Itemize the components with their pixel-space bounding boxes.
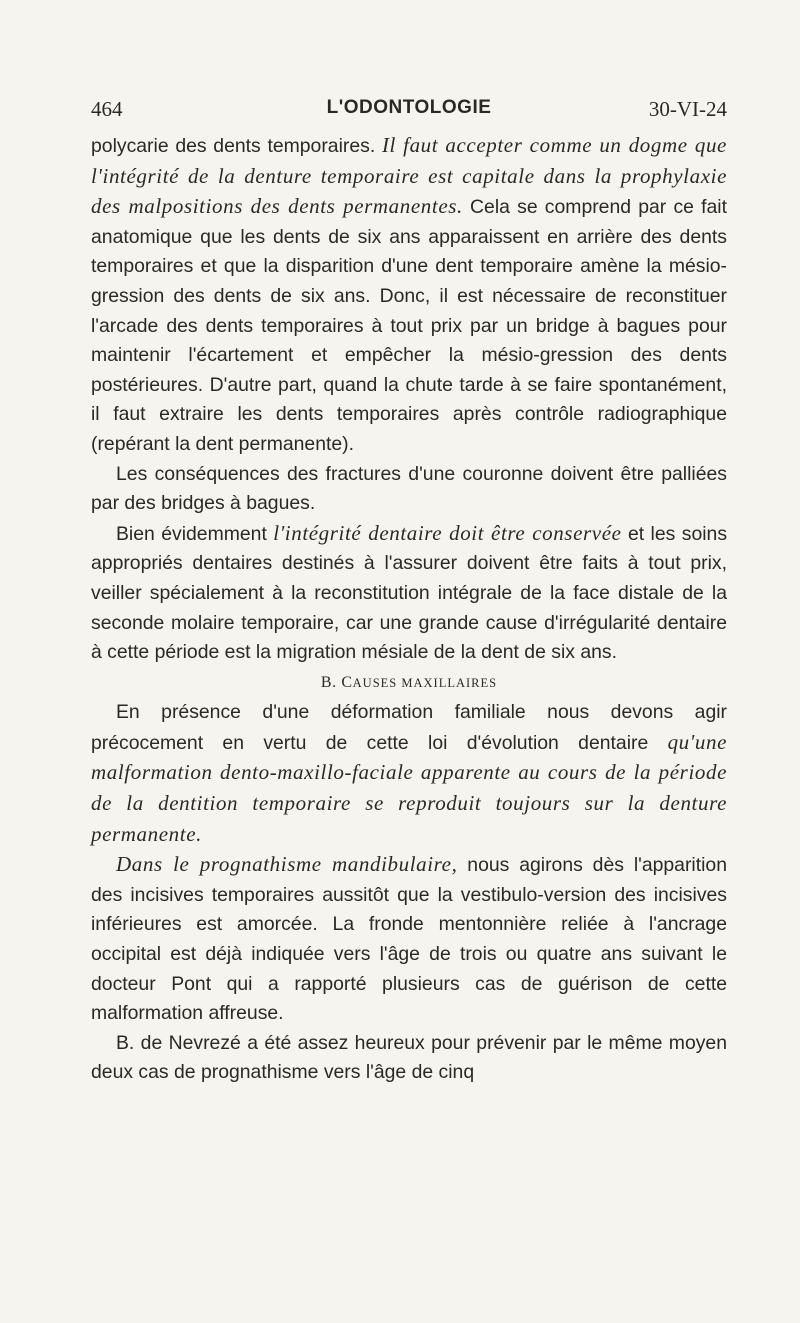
- journal-title: L'ODONTOLOGIE: [326, 97, 492, 118]
- issue-date: 30-VI-24: [648, 97, 727, 121]
- paragraph: Les conséquences des fractures d'une couronne doivent être palliées par des bridges à bagues.: [91, 462, 727, 515]
- section-subheading: B. CAUSES MAXILLAIRES: [320, 673, 498, 691]
- italic-emphasis: l'intégrité dentaire doit être conservée: [273, 520, 622, 545]
- page-number: 464: [91, 97, 123, 121]
- body-text: [91, 131, 727, 1088]
- running-header: [91, 97, 727, 127]
- paragraph: Dans le prognathisme mandibulaire, nous agirons dès l'apparition des incisives temporaires aussitôt que la vestibulo-version des incisives inférieures est amorcée. La fronde mentonnière reliée à l'ancrage occipital est déjà indiquée vers l'âge de trois ou quatre ans suivant le docteur Pont qui a rapporté plusieurs cas de guérison de cette malformation affreuse.: [91, 852, 727, 1025]
- paragraph: En présence d'une déformation familiale nous devons agir précocement en vertu de cette loi d'évolution dentaire qu'une malformation dento-maxillo-faciale apparente au cours de la période de la dentition temporaire se reproduit toujours sur la denture permanente.: [91, 701, 727, 846]
- paragraph: polycarie des dents temporaires. Il faut accepter comme un dogme que l'intégrité de la denture temporaire est capitale dans la prophylaxie des malpositions des dents permanentes. Cela se comprend par ce fait anatomique que les dents de six ans apparaissent en arrière des dents temporaires et que la disparition d'une dent temporaire amène la mésio-gression des dents de six ans. Donc, il est nécessaire de reconstituer l'arcade des dents temporaires à tout prix par un bridge à bagues pour maintenir l'écartement et empêcher la mésio-gression des dents postérieures. D'autre part, quand la chute tarde à se faire spontanément, il faut extraire les dents temporaires après contrôle radiographique (repérant la dent permanente).: [91, 133, 727, 455]
- italic-emphasis: Il faut accepter comme un dogme que l'intégrité de la denture temporaire est capitale dans la prophylaxie des malpositions des dents permanentes.: [91, 133, 727, 219]
- paragraph: Bien évidemment l'intégrité dentaire doit être conservée et les soins appropriés dentaires destinés à l'assurer doivent être faits à tout prix, veiller spécialement à la reconstitution intégrale de la face distale de la seconde molaire temporaire, car une grande cause d'irrégularité dentaire à cette période est la migration mésiale de la dent de six ans.: [91, 520, 728, 664]
- paragraph: B. de Nevrezé a été assez heureux pour prévenir par le même moyen deux cas de prognathisme vers l'âge de cinq: [91, 1031, 727, 1084]
- italic-emphasis: Dans le prognathisme mandibulaire,: [116, 852, 458, 877]
- italic-emphasis: qu'une malformation dento-maxillo-faciale apparente au cours de la période de la dentition temporaire se reproduit toujours sur la denture permanente.: [91, 729, 727, 846]
